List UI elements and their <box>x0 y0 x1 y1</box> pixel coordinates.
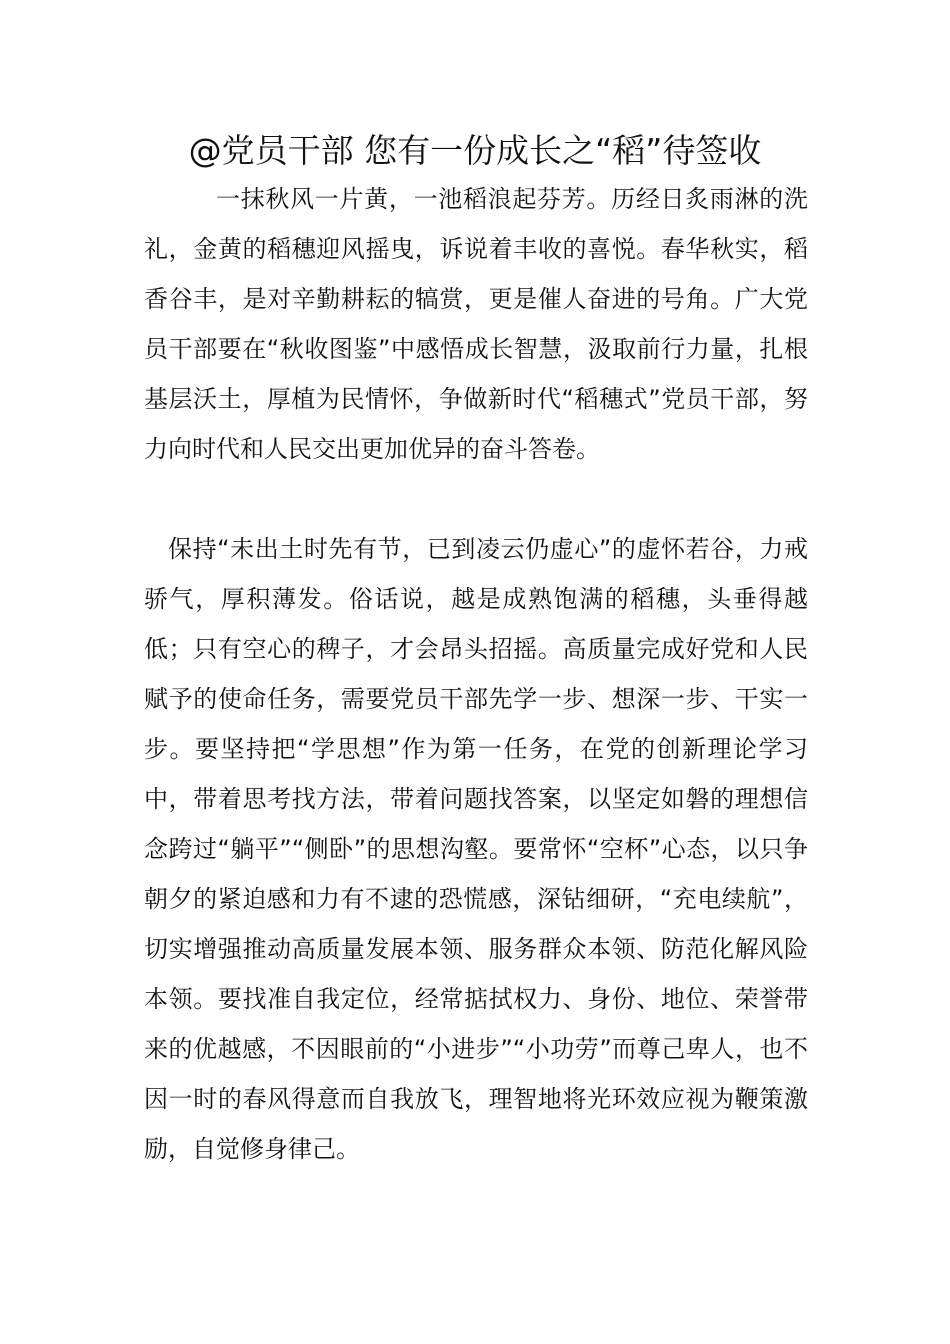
document-title: @党员干部 您有一份成长之“稻”待签收 <box>188 131 762 170</box>
paragraph-2: 保持“未出土时先有节，已到凌云仍虚心”的虚怀若谷，力戒骄气，厚积薄发。俗话说，越是成熟饱满的稻穗，头垂得越低；只有空心的稗子，才会昂头招摇。高质量完成好党和人民赋予的使命任务，需要党员干部先学一步、想深一步、干实一步。要坚持把“学思想”作为第一任务，在党的创新理论学习中，带着思考找方法，带着问题找答案，以坚定如磐的理想信念跨过“躺平”“侧卧”的思想沟壑。要常怀“空杯”心态，以只争朝夕的紧迫感和力有不逮的恐慌感，深钻细研，“充电续航”，切实增强推动高质量发展本领、服务群众本领、防范化解风险本领。要找准自我定位，经常掂拭权力、身份、地位、荣誉带来的优越感，不因眼前的“小进步”“小功劳”而尊己卑人，也不因一时的春风得意而自我放飞，理智地将光环效应视为鞭策激励，自觉修身律己。 <box>144 535 808 1163</box>
paragraph-1: 一抹秋风一片黄，一池稻浪起芬芳。历经日炙雨淋的洗礼，金黄的稻穗迎风摇曳，诉说着丰收的喜悦。春华秋实，稻香谷丰，是对辛勤耕耘的犒赏，更是催人奋进的号角。广大党员干部要在“秋收图鉴”中感悟成长智慧，汲取前行力量，扎根基层沃土，厚植为民情怀，争做新时代“稻穗式”党员干部，努力向时代和人民交出更加优异的奋斗答卷。 <box>144 185 808 463</box>
